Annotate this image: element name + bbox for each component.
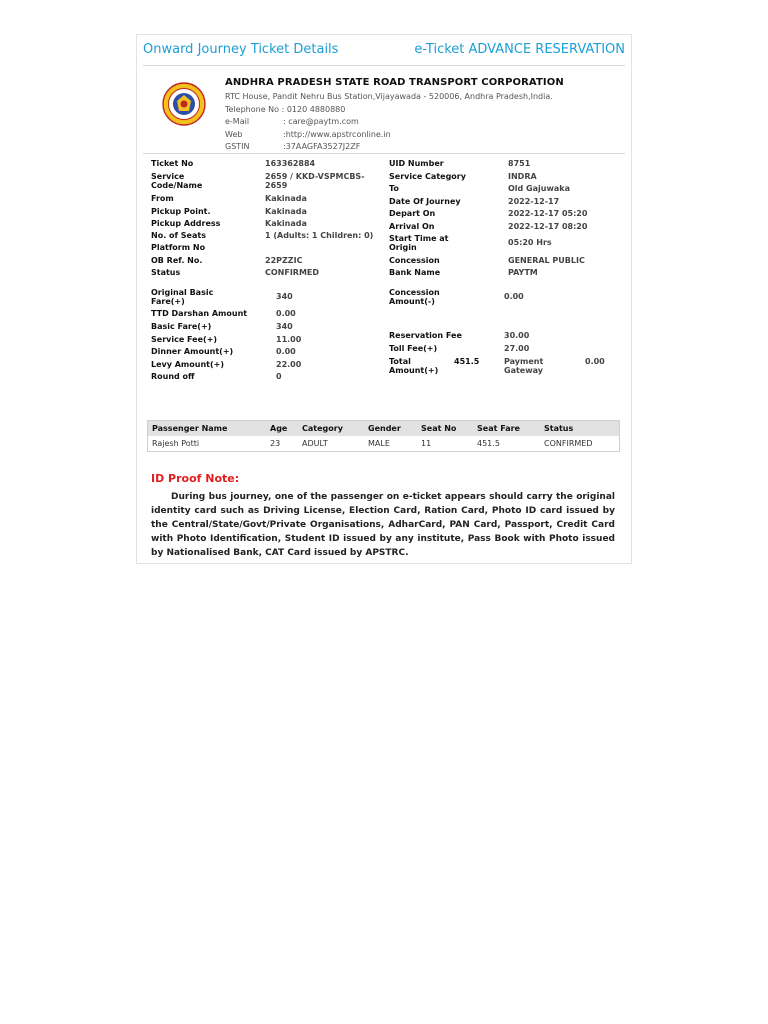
payment-gateway-label-1: Payment — [504, 357, 544, 366]
reservation-fee-label: Reservation Fee — [389, 331, 462, 340]
total-amount-label-1: Total — [389, 357, 411, 366]
pickup-address-value: Kakinada — [265, 219, 307, 228]
concession-value: GENERAL PUBLIC — [508, 256, 585, 265]
ttd-label: TTD Darshan Amount — [151, 309, 248, 318]
original-basic-label-1: Original Basic — [151, 288, 214, 297]
round-off-label: Round off — [151, 372, 195, 381]
org-email-label: e-Mail — [225, 117, 250, 126]
from-label: From — [151, 194, 174, 203]
dinner-value: 0.00 — [276, 347, 296, 356]
col-category: Category — [298, 421, 364, 437]
header-divider — [143, 153, 625, 154]
org-gstin-label: GSTIN — [225, 142, 250, 151]
concession-amount-label-1: Concession — [389, 288, 440, 297]
eticket-type-title: e-Ticket ADVANCE RESERVATION — [414, 42, 625, 57]
org-web-value: :http://www.apstrconline.in — [283, 129, 391, 139]
passenger-table-header — [148, 421, 620, 437]
pickup-point-value: Kakinada — [265, 207, 307, 216]
passenger-table — [147, 420, 620, 452]
org-email-row — [225, 116, 625, 129]
start-time-label-1: Start Time at — [389, 234, 449, 243]
original-basic-label-2: Fare(+) — [151, 297, 185, 306]
concession-amount-value: 0.00 — [504, 292, 524, 301]
arrival-value: 2022-12-17 08:20 — [508, 222, 588, 231]
total-amount-label-2: Amount(+) — [389, 366, 439, 375]
arrival-label: Arrival On — [389, 222, 435, 231]
total-amount-value: 451.5 — [454, 357, 480, 366]
bank-value: PAYTM — [508, 268, 538, 277]
depart-label: Depart On — [389, 209, 436, 218]
concession-amount-label-2: Amount(-) — [389, 297, 435, 306]
col-gender: Gender — [364, 421, 417, 437]
depart-value: 2022-12-17 05:20 — [508, 209, 588, 218]
basic-fare-label: Basic Fare(+) — [151, 322, 212, 331]
seats-value: 1 (Adults: 1 Children: 0) — [265, 231, 374, 240]
to-label: To — [389, 184, 399, 193]
col-status: Status — [540, 421, 620, 437]
org-email-value: : care@paytm.com — [283, 117, 359, 126]
cell-seat-no: 11 — [421, 439, 432, 448]
status-label: Status — [151, 268, 181, 277]
org-gstin-row — [225, 141, 625, 154]
status-value: CONFIRMED — [265, 268, 320, 277]
levy-label: Levy Amount(+) — [151, 360, 224, 369]
uid-label: UID Number — [389, 159, 444, 168]
cell-gender: MALE — [368, 439, 390, 448]
onward-journey-title: Onward Journey Ticket Details — [143, 42, 339, 57]
platform-label: Platform No — [151, 243, 206, 252]
service-fee-label: Service Fee(+) — [151, 335, 218, 344]
col-passenger-name: Passenger Name — [148, 421, 267, 437]
org-gstin-value: :37AAGFA3527J2ZF — [283, 142, 361, 151]
to-value: Old Gajuwaka — [508, 184, 570, 193]
service-category-label: Service Category — [389, 172, 466, 181]
cell-status: CONFIRMED — [544, 439, 593, 448]
doj-label: Date Of Journey — [389, 197, 461, 206]
id-proof-note: During bus journey, one of the passenger on e-ticket appears should carry the original identity card such as Driving License, Election Card, Ration Card, Photo ID card issued by the Central/State/Govt/Private Organisations, AdharCard, PAN Card, Passport, Credit Card with Photo Identification, Student ID issued by any institute, Pass Book with Photo issued by Nationalised Bank, CAT Card issued by APSTRC. — [151, 492, 615, 558]
doj-value: 2022-12-17 — [508, 197, 560, 206]
reservation-fee-value: 30.00 — [504, 331, 530, 340]
cell-category: ADULT — [302, 439, 328, 448]
dinner-label: Dinner Amount(+) — [151, 347, 234, 356]
ob-ref-value: 22PZZIC — [265, 256, 303, 265]
seats-label: No. of Seats — [151, 231, 206, 240]
pickup-address-label: Pickup Address — [151, 219, 221, 228]
service-code-value-2: 2659 — [265, 181, 288, 190]
payment-gateway-value: 0.00 — [585, 357, 605, 366]
table-row — [148, 436, 620, 452]
service-code-value-1: 2659 / KKD-VSPMCBS- — [265, 172, 365, 181]
toll-fee-value: 27.00 — [504, 344, 530, 353]
col-seat-fare: Seat Fare — [473, 421, 540, 437]
org-name: ANDHRA PRADESH STATE ROAD TRANSPORT CORPORATION — [225, 77, 564, 88]
basic-fare-value: 340 — [276, 322, 293, 331]
concession-label: Concession — [389, 256, 440, 265]
levy-value: 22.00 — [276, 360, 302, 369]
uid-value: 8751 — [508, 159, 531, 168]
ttd-value: 0.00 — [276, 309, 296, 318]
service-fee-value: 11.00 — [276, 335, 302, 344]
org-address: RTC House, Pandit Nehru Bus Station,Vijayawada - 520006, Andhra Pradesh,India. — [225, 92, 553, 101]
col-age: Age — [266, 421, 298, 437]
id-proof-title: ID Proof Note: — [151, 472, 240, 485]
toll-fee-label: Toll Fee(+) — [389, 344, 438, 353]
cell-passenger-name: Rajesh Potti — [152, 439, 200, 448]
bank-label: Bank Name — [389, 268, 441, 277]
payment-gateway-label-2: Gateway — [504, 366, 543, 375]
col-seat-no: Seat No — [417, 421, 473, 437]
start-time-label-2: Origin — [389, 243, 417, 252]
start-time-value: 05:20 Hrs — [508, 238, 552, 247]
cell-seat-fare: 451.5 — [477, 439, 500, 448]
ticket-no-label: Ticket No — [151, 159, 194, 168]
service-code-label-1: Service — [151, 172, 185, 181]
ob-ref-label: OB Ref. No. — [151, 256, 203, 265]
service-category-value: INDRA — [508, 172, 537, 181]
from-value: Kakinada — [265, 194, 307, 203]
pickup-point-label: Pickup Point. — [151, 207, 211, 216]
org-telephone: Telephone No : 0120 4880880 — [225, 104, 346, 114]
ticket-no-value: 163362884 — [265, 159, 316, 168]
round-off-value: 0 — [276, 372, 282, 381]
org-web-label: Web — [225, 129, 243, 139]
service-code-label-2: Code/Name — [151, 181, 203, 190]
original-basic-value: 340 — [276, 292, 293, 301]
org-details — [225, 77, 625, 154]
org-web-row — [225, 129, 625, 142]
apsrtc-logo-icon — [162, 82, 206, 126]
ticket-header-bar — [143, 35, 625, 66]
cell-age: 23 — [270, 439, 281, 448]
